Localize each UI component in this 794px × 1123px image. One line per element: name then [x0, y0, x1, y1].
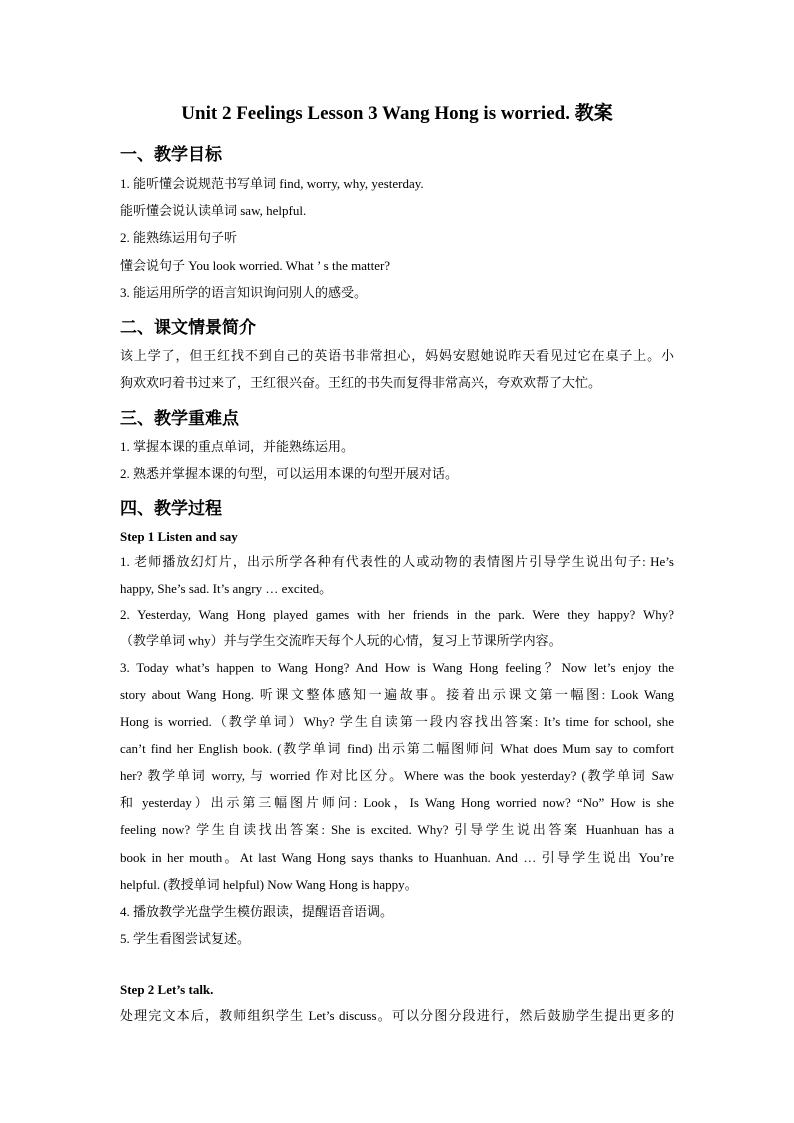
- objective-line-5: 3. 能运用所学的语言知识询问别人的感受。: [120, 285, 368, 300]
- objective-line-2: 能听懂会说认读单词 saw, helpful.: [120, 203, 307, 218]
- step-1-line-12: book in her mouth。At last Wang Hong says thanks to Huanhuan. And … 引导学生说出 You’re: [120, 850, 674, 865]
- step-1-line-8: can’t find her English book. (教学单词 find) 出示第二幅图师问 What does Mum say to comfort: [120, 741, 674, 756]
- document-title: Unit 2 Feelings Lesson 3 Wang Hong is worried. 教案: [181, 103, 613, 124]
- step-1-line-1: 1. 老师播放幻灯片，出示所学各种有代表性的人或动物的表情图片引导学生说出句子: He’s: [120, 554, 674, 569]
- section-heading-process: 四、教学过程: [120, 499, 222, 519]
- step-1-line-2: happy, She’s sad. It’s angry … excited。: [120, 581, 333, 596]
- section-heading-objectives: 一、教学目标: [120, 145, 222, 165]
- objective-line-4: 懂会说句子 You look worried. What ’ s the matter?: [120, 258, 391, 273]
- step-1-line-9: her? 教学单词 worry, 与 worried 作对比区分。Where was the book yesterday? (教学单词 Saw: [120, 768, 674, 783]
- key-point-line-2: 2. 熟悉并掌握本课的句型，可以运用本课的句型开展对话。: [120, 466, 459, 481]
- step-1-line-13: helpful. (教授单词 helpful) Now Wang Hong is happy。: [120, 877, 418, 892]
- step-1-line-7: Hong is worried.（教学单词）Why? 学生自读第一段内容找出答案: It’s time for school, she: [120, 714, 674, 729]
- step-1-line-5: 3. Today what’s happen to Wang Hong? And How is Wang Hong feeling？Now let’s enjoy the: [120, 660, 674, 675]
- step-1-line-14: 4. 播放教学光盘学生模仿跟读，提醒语音语调。: [120, 904, 394, 919]
- step-1-line-15: 5. 学生看图尝试复述。: [120, 931, 251, 946]
- section-heading-key-points: 三、教学重难点: [120, 409, 239, 429]
- key-point-line-1: 1. 掌握本课的重点单词，并能熟练运用。: [120, 439, 355, 454]
- objective-line-1: 1. 能听懂会说规范书写单词 find, worry, why, yesterday.: [120, 176, 424, 191]
- step-1-line-4: （教学单词 why）并与学生交流昨天每个人玩的心情，复习上节课所学内容。: [120, 633, 562, 648]
- step-2-line-1: 处理完文本后，教师组织学生 Let’s discuss。可以分图分段进行，然后鼓励学生提出更多的: [120, 1008, 674, 1023]
- step-1-line-3: 2. Yesterday, Wang Hong played games with her friends in the park. Were they happy? Why?: [120, 607, 674, 622]
- step-1-line-6: story about Wang Hong. 听课文整体感知一遍故事。接着出示课文第一幅图: Look Wang: [120, 687, 674, 702]
- step-1-line-11: feeling now? 学生自读找出答案: She is excited. Why? 引导学生说出答案 Huanhuan has a: [120, 822, 674, 837]
- step-1-label: Step 1 Listen and say: [120, 529, 238, 544]
- step-2-label: Step 2 Let’s talk.: [120, 982, 214, 997]
- context-line-1: 该上学了，但王红找不到自己的英语书非常担心，妈妈安慰她说昨天看见过它在桌子上。小: [120, 348, 674, 363]
- section-heading-context: 二、课文情景简介: [120, 318, 256, 338]
- objective-line-3: 2. 能熟练运用句子听: [120, 230, 238, 245]
- context-line-2: 狗欢欢叼着书过来了，王红很兴奋。王红的书失而复得非常高兴，夸欢欢帮了大忙。: [120, 375, 602, 390]
- step-1-line-10: 和 yesterday）出示第三幅图片师问: Look，Is Wang Hong worried now? “No” How is she: [120, 795, 674, 810]
